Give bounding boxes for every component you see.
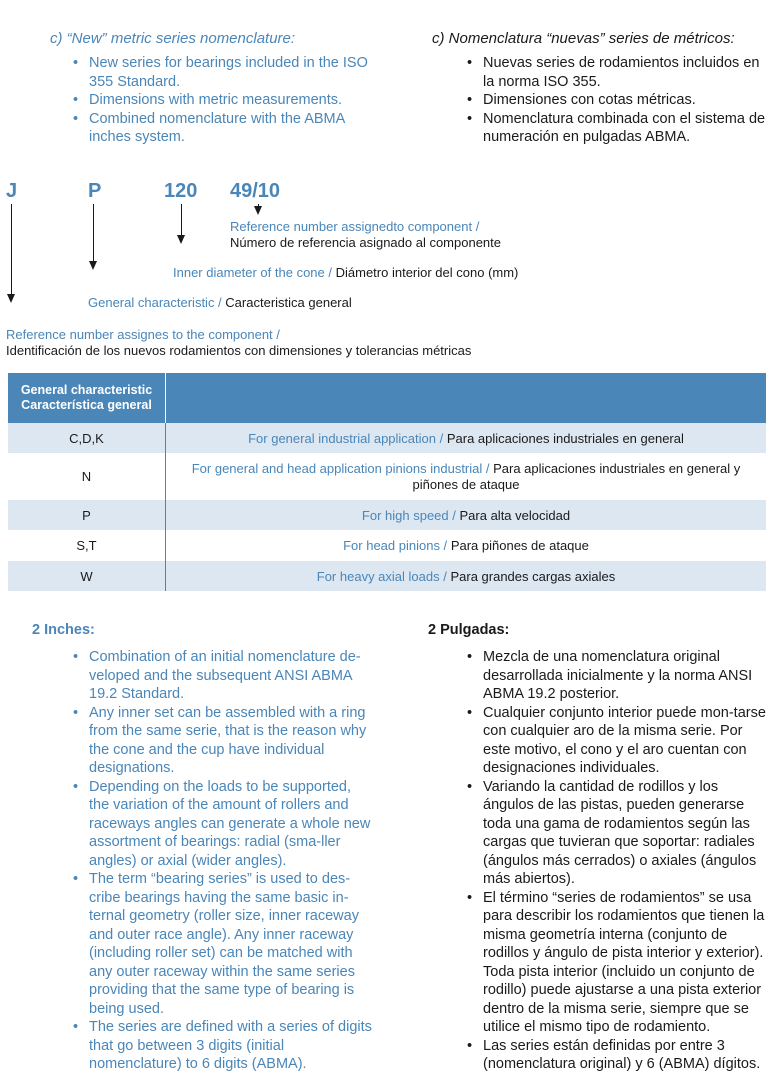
table-code: S,T xyxy=(8,530,166,561)
table-header-cell xyxy=(8,373,166,423)
table-row xyxy=(8,423,766,453)
list-item: • Combined nomenclature with the ABMA inches system. xyxy=(73,110,378,147)
label-ref-assigned-es: Identificación de los nuevos rodamientos con dimensiones y tolerancias métricas xyxy=(6,343,472,358)
arrow-down-icon xyxy=(89,261,97,270)
label-inner-diameter-es: Diámetro interior del cono (mm) xyxy=(335,265,519,280)
table-row xyxy=(8,530,766,561)
table-code: C,D,K xyxy=(8,423,166,453)
list-item: • Las series están definidas por entre 3 (nomenclatura original) y 6 (ABMA) dígitos. xyxy=(467,1037,769,1074)
table-header-empty xyxy=(166,373,767,423)
table-desc-en: For general and head application pinions industrial / xyxy=(191,460,490,476)
label-general-char-es: Caracteristica general xyxy=(225,295,352,310)
metric-list-en xyxy=(73,54,378,147)
label-inner-diameter-en: Inner diameter of the cone / xyxy=(173,265,332,280)
arrow-j-line xyxy=(11,204,12,295)
code-j: J xyxy=(6,180,18,202)
table-row xyxy=(8,561,766,591)
metric-title-en: c) “New” metric series nomenclature: xyxy=(50,30,296,47)
list-item: • Any inner set can be assembled with a ring from the same serie, that is the reason why the cone and the cup have individual designations. xyxy=(73,704,373,778)
table-row xyxy=(8,453,766,500)
code-120: 120 xyxy=(164,180,198,202)
list-item: • Mezcla de una nomenclatura original desarrollada inicialmente y la norma ANSI ABMA 19.2 posterior. xyxy=(467,648,769,704)
table-desc xyxy=(166,530,767,561)
table-desc-en: For high speed / xyxy=(361,507,456,523)
list-item: • Cualquier conjunto interior puede mon-tarse con cualquier aro de la misma serie. Por este motivo, el cono y el aro cuentan con designaciones individuales. xyxy=(467,704,769,778)
table-desc-es: Para alta velocidad xyxy=(459,507,571,523)
list-item: • Variando la cantidad de rodillos y los ángulos de las pistas, pueden generarse toda una gama de rodamientos según las cargas que tuvieran que soportar: radiales (ángulos más cerrados) o axiales (ángulos más abiertos). xyxy=(467,778,769,889)
list-item: • Dimensiones con cotas métricas. xyxy=(467,91,767,110)
label-ref-component-en: Reference number assignedto component / xyxy=(230,219,480,234)
table-desc-es: Para aplicaciones industriales en general xyxy=(446,430,684,446)
table-header-es: Característica general xyxy=(21,398,152,412)
label-general-char xyxy=(88,295,352,311)
arrow-down-icon xyxy=(177,235,185,244)
characteristics-table xyxy=(8,373,766,591)
inches-title-en: 2 Inches: xyxy=(32,622,95,638)
arrow-120-line xyxy=(181,204,182,236)
arrow-p-line xyxy=(93,204,94,262)
table-desc-en: For head pinions / xyxy=(343,538,448,553)
list-item: • New series for bearings included in the ISO 355 Standard. xyxy=(73,54,378,91)
label-ref-component xyxy=(230,219,501,251)
table-desc-es: Para grandes cargas axiales xyxy=(450,568,616,584)
inches-list-en xyxy=(73,648,373,1074)
inches-title-es: 2 Pulgadas: xyxy=(428,622,510,638)
table-desc-es: Para piñones de ataque xyxy=(450,538,589,553)
arrow-down-icon xyxy=(254,206,262,215)
table-header-row xyxy=(8,373,766,423)
table-desc-en: For general industrial application / xyxy=(248,430,444,446)
table-code: N xyxy=(8,453,166,500)
list-item: • Combination of an initial nomenclature de-veloped and the subsequent ANSI ABMA 19.2 Standard. xyxy=(73,648,373,704)
table-desc xyxy=(166,453,767,500)
table-desc xyxy=(166,423,767,453)
arrow-down-icon xyxy=(7,294,15,303)
list-item: • El término “series de rodamientos” se usa para describir los rodamientos que tienen la misma geometría interna (conjunto de rodillos y ángulo de pista interior y exterior). Toda pista interior (incluido un conjunto de rodillo) puede ajustarse a una pista exterior dentro de la misma serie, siempre que se utilice el mismo tipo de rodamiento. xyxy=(467,889,769,1037)
label-general-char-en: General characteristic / xyxy=(88,295,222,310)
metric-title-es: c) Nomenclatura “nuevas” series de métricos: xyxy=(432,30,735,47)
list-item: • Depending on the loads to be supported, the variation of the amount of rollers and raceways angles can generate a whole new assortment of bearings: radial (sma-ller angles) or axial (wider angles). xyxy=(73,778,373,871)
table-desc xyxy=(166,500,767,530)
list-item: • Dimensions with metric measurements. xyxy=(73,91,378,110)
label-inner-diameter xyxy=(173,265,518,281)
label-ref-component-es: Número de referencia asignado al componente xyxy=(230,235,502,250)
metric-list-es xyxy=(467,54,767,147)
table-header-en: General characteristic xyxy=(20,383,153,397)
table-code: P xyxy=(8,500,166,530)
label-ref-assigned-en: Reference number assignes to the component / xyxy=(6,327,280,342)
code-49-10: 49/10 xyxy=(230,180,281,202)
table-row xyxy=(8,500,766,530)
table-desc-es: Para aplicaciones industriales en general y piñones de ataque xyxy=(412,460,741,492)
list-item: • Nuevas series de rodamientos incluidos en la norma ISO 355. xyxy=(467,54,767,91)
list-item: • The term “bearing series” is used to des-cribe bearings having the same basic in-ternal geometry (roller size, inner raceway and outer race angle). Any inner raceway (including roller set) can be matched with any outer raceway within the same series providing that the same type of bearing is being used. xyxy=(73,870,373,1018)
inches-list-es xyxy=(467,648,769,1074)
label-ref-assigned xyxy=(6,327,471,359)
table-code: W xyxy=(8,561,166,591)
list-item: • Nomenclatura combinada con el sistema de numeración en pulgadas ABMA. xyxy=(467,110,767,147)
code-p: P xyxy=(88,180,102,202)
list-item: • The series are defined with a series of digits that go between 3 digits (initial nomenclature) to 6 digits (ABMA). xyxy=(73,1018,373,1074)
table-desc-en: For heavy axial loads / xyxy=(316,568,447,584)
table-desc xyxy=(166,561,767,591)
